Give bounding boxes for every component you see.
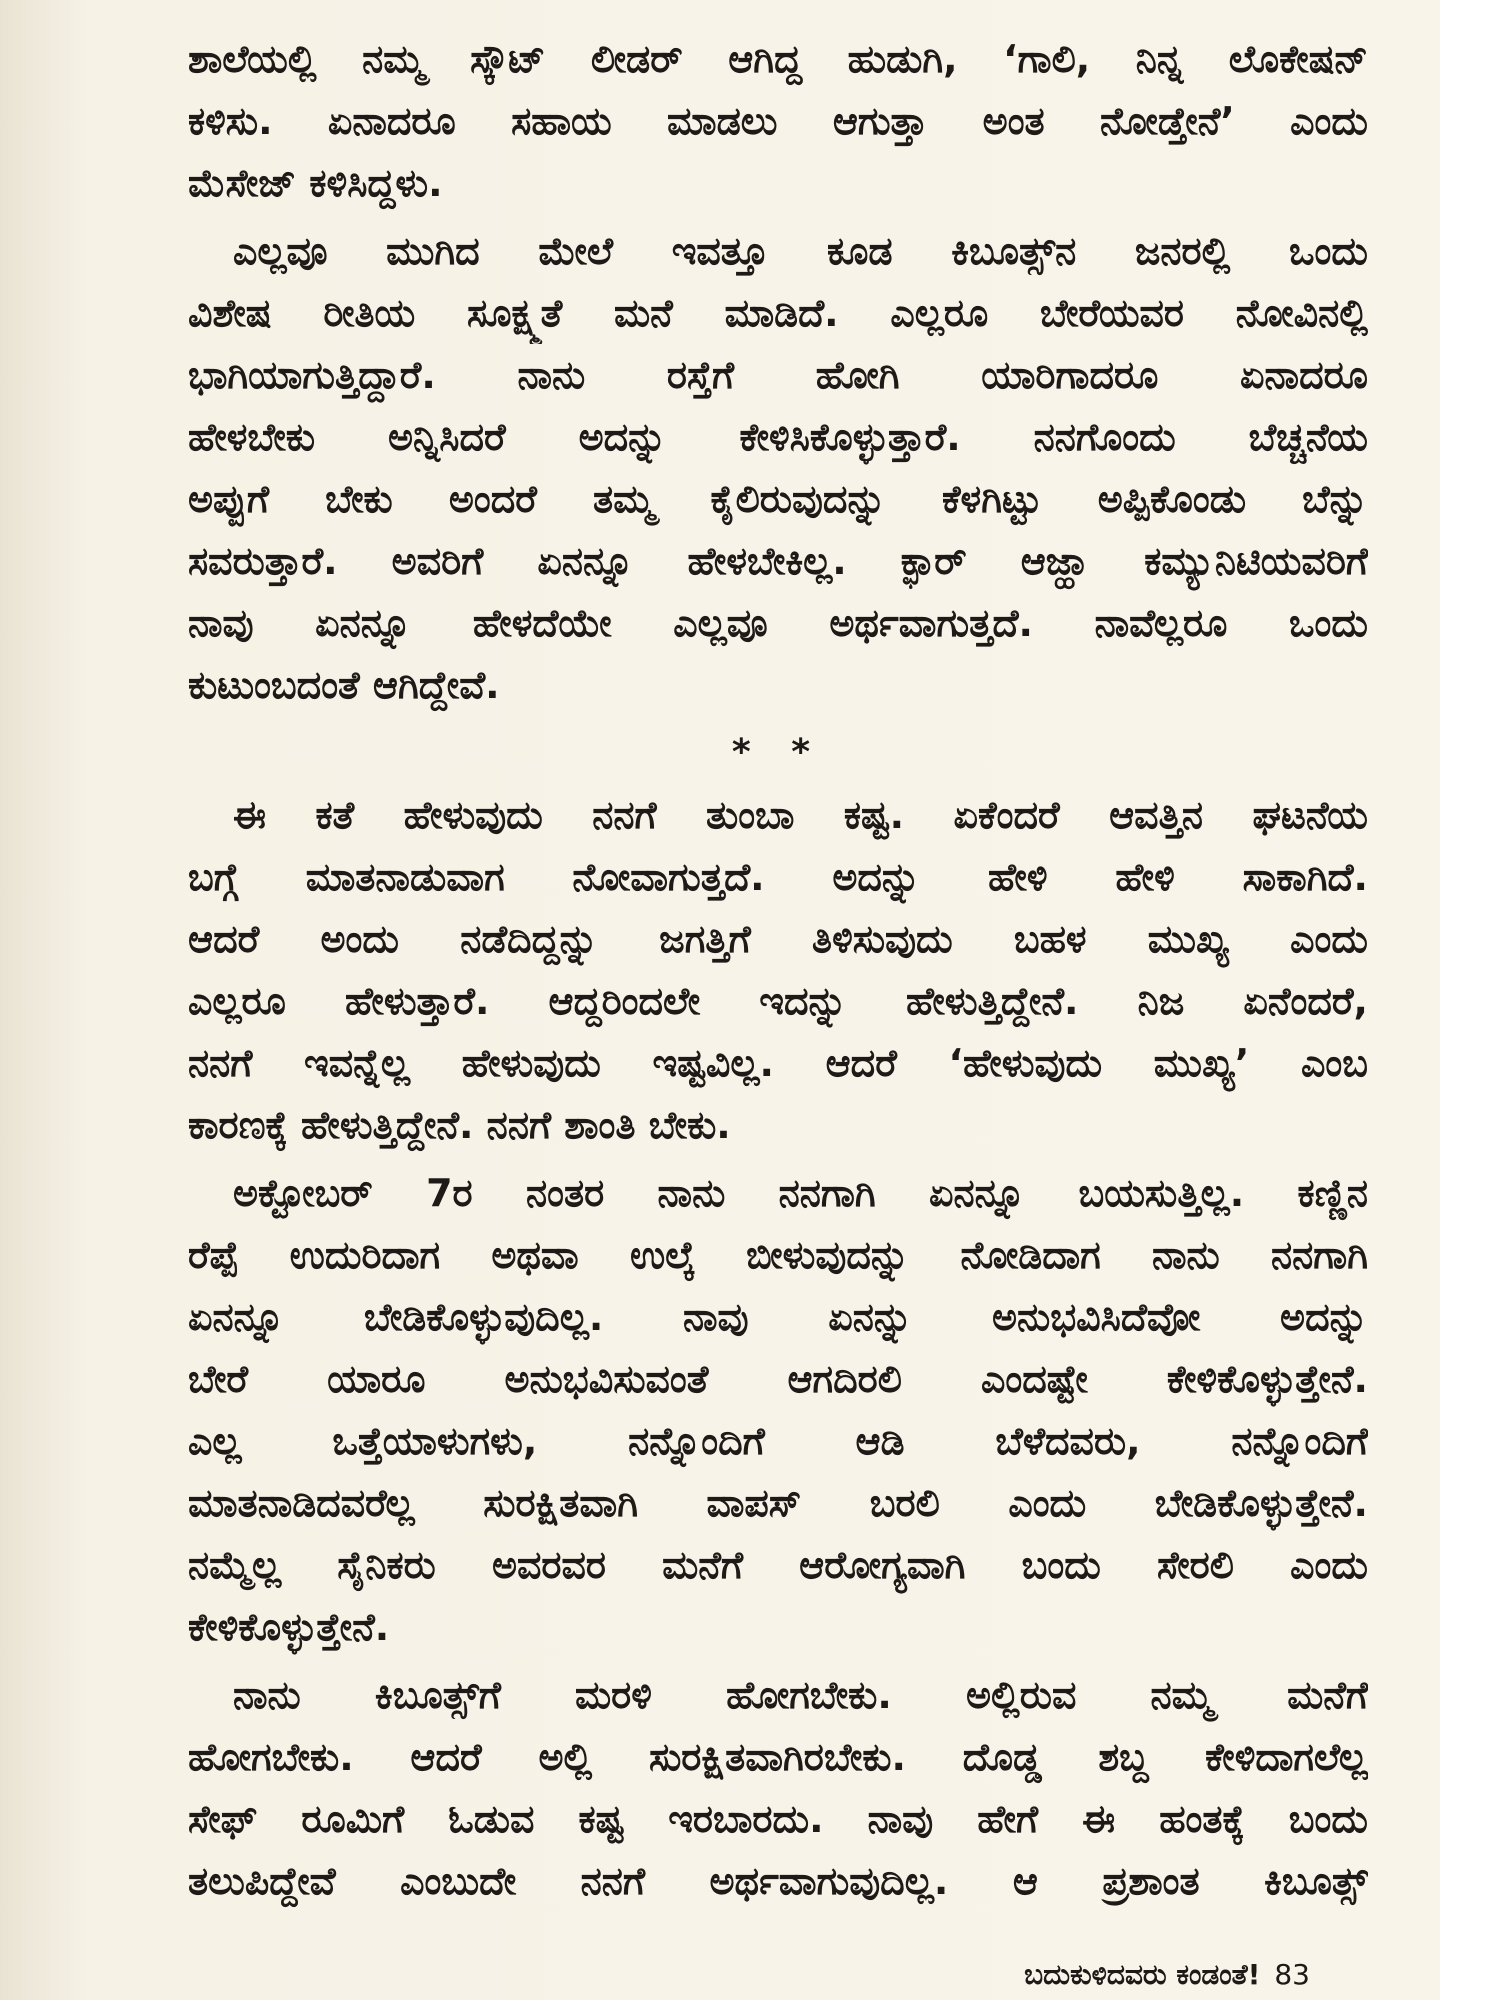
paragraph	[188, 28, 1368, 214]
text-line: ನನಗೆ ಇವನ್ನೆಲ್ಲ ಹೇಳುವುದು ಇಷ್ಟವಿಲ್ಲ. ಆದರೆ ‘ಹೇಳುವುದು ಮುಖ್ಯ’ ಎಂಬ	[188, 1041, 1368, 1085]
page-number: 83	[1274, 1958, 1310, 1991]
text-line: ಕೇಳಿಕೊಳ್ಳುತ್ತೇನೆ.	[188, 1605, 390, 1649]
text-line: ನಾನು ಕಿಬೂತ್ಸ್‌ಗೆ ಮರಳಿ ಹೋಗಬೇಕು. ಅಲ್ಲಿರುವ ನಮ್ಮ ಮನೆಗೆ	[233, 1673, 1368, 1717]
page-footer	[1024, 1958, 1310, 1992]
paragraph	[188, 220, 1368, 716]
text-line: ಸವರುತ್ತಾರೆ. ಅವರಿಗೆ ಏನನ್ನೂ ಹೇಳಬೇಕಿಲ್ಲ. ಕ್ಫಾರ್ ಆಜ್ಹಾ ಕಮ್ಯುನಿಟಿಯವರಿಗೆ	[188, 539, 1368, 583]
text-line: ಕಾರಣಕ್ಕೆ ಹೇಳುತ್ತಿದ್ದೇನೆ. ನನಗೆ ಶಾಂತಿ ಬೇಕು.	[188, 1103, 731, 1147]
text-line: ಎಲ್ಲವೂ ಮುಗಿದ ಮೇಲೆ ಇವತ್ತೂ ಕೂಡ ಕಿಬೂತ್ಸ್‌ನ ಜನರಲ್ಲಿ ಒಂದು	[233, 229, 1368, 273]
text-line: ಭಾಗಿಯಾಗುತ್ತಿದ್ದಾರೆ. ನಾನು ರಸ್ತೆಗೆ ಹೋಗಿ ಯಾರಿಗಾದರೂ ಏನಾದರೂ	[188, 353, 1368, 397]
text-line: ಈ ಕತೆ ಹೇಳುವುದು ನನಗೆ ತುಂಬಾ ಕಷ್ಟ. ಏಕೆಂದರೆ ಆವತ್ತಿನ ಘಟನೆಯ	[233, 793, 1368, 837]
text-line: ನಮ್ಮೆಲ್ಲ ಸೈನಿಕರು ಅವರವರ ಮನೆಗೆ ಆರೋಗ್ಯವಾಗಿ ಬಂದು ಸೇರಲಿ ಎಂದು	[188, 1543, 1368, 1587]
paragraph	[188, 784, 1368, 1156]
text-line: ಮೆಸೇಜ್ ಕಳಿಸಿದ್ದಳು.	[188, 161, 443, 205]
text-line: ಸೇಫ್ ರೂಮಿಗೆ ಓಡುವ ಕಷ್ಟ ಇರಬಾರದು. ನಾವು ಹೇಗೆ ಈ ಹಂತಕ್ಕೆ ಬಂದು	[188, 1797, 1368, 1841]
text-line: ಬೇರೆ ಯಾರೂ ಅನುಭವಿಸುವಂತೆ ಆಗದಿರಲಿ ಎಂದಷ್ಟೇ ಕೇಳಿಕೊಳ್ಳುತ್ತೇನೆ.	[188, 1357, 1368, 1401]
text-line: ಎಲ್ಲರೂ ಹೇಳುತ್ತಾರೆ. ಆದ್ದರಿಂದಲೇ ಇದನ್ನು ಹೇಳುತ್ತಿದ್ದೇನೆ. ನಿಜ ಏನೆಂದರೆ,	[188, 979, 1368, 1023]
text-line: ನಾವು ಏನನ್ನೂ ಹೇಳದೆಯೇ ಎಲ್ಲವೂ ಅರ್ಥವಾಗುತ್ತದೆ. ನಾವೆಲ್ಲರೂ ಒಂದು	[188, 601, 1368, 645]
running-title: ಬದುಕುಳಿದವರು ಕಂಡಂತೆ!	[1024, 1958, 1261, 1991]
text-line: ಅಪ್ಪುಗೆ ಬೇಕು ಅಂದರೆ ತಮ್ಮ ಕೈಲಿರುವುದನ್ನು ಕೆಳಗಿಟ್ಟು ಅಪ್ಪಿಕೊಂಡು ಬೆನ್ನು	[188, 477, 1368, 521]
paragraph	[188, 1162, 1368, 1658]
text-line: ಏನನ್ನೂ ಬೇಡಿಕೊಳ್ಳುವುದಿಲ್ಲ. ನಾವು ಏನನ್ನು ಅನುಭವಿಸಿದೆವೋ ಅದನ್ನು	[188, 1295, 1368, 1339]
text-line: ಆದರೆ ಅಂದು ನಡೆದಿದ್ದನ್ನು ಜಗತ್ತಿಗೆ ತಿಳಿಸುವುದು ಬಹಳ ಮುಖ್ಯ ಎಂದು	[188, 917, 1368, 961]
text-line: ಅಕ್ಟೋಬರ್ 7ರ ನಂತರ ನಾನು ನನಗಾಗಿ ಏನನ್ನೂ ಬಯಸುತ್ತಿಲ್ಲ. ಕಣ್ಣಿನ	[233, 1171, 1368, 1215]
section-separator: * *	[731, 732, 825, 773]
text-line: ಹೇಳಬೇಕು ಅನ್ನಿಸಿದರೆ ಅದನ್ನು ಕೇಳಿಸಿಕೊಳ್ಳುತ್ತಾರೆ. ನನಗೊಂದು ಬೆಚ್ಚನೆಯ	[188, 415, 1368, 459]
text-line: ರೆಪ್ಪೆ ಉದುರಿದಾಗ ಅಥವಾ ಉಲ್ಕೆ ಬೀಳುವುದನ್ನು ನೋಡಿದಾಗ ನಾನು ನನಗಾಗಿ	[188, 1233, 1368, 1277]
text-line: ಮಾತನಾಡಿದವರೆಲ್ಲ ಸುರಕ್ಷಿತವಾಗಿ ವಾಪಸ್ ಬರಲಿ ಎಂದು ಬೇಡಿಕೊಳ್ಳುತ್ತೇನೆ.	[188, 1481, 1368, 1525]
text-line: ಹೋಗಬೇಕು. ಆದರೆ ಅಲ್ಲಿ ಸುರಕ್ಷಿತವಾಗಿರಬೇಕು. ದೊಡ್ಡ ಶಬ್ದ ಕೇಳಿದಾಗಲೆಲ್ಲ	[188, 1735, 1368, 1779]
text-line: ವಿಶೇಷ ರೀತಿಯ ಸೂಕ್ಷ್ಮತೆ ಮನೆ ಮಾಡಿದೆ. ಎಲ್ಲರೂ ಬೇರೆಯವರ ನೋವಿನಲ್ಲಿ	[188, 291, 1368, 335]
text-line: ಕುಟುಂಬದಂತೆ ಆಗಿದ್ದೇವೆ.	[188, 663, 500, 707]
paragraph	[188, 1664, 1368, 1912]
text-line: ತಲುಪಿದ್ದೇವೆ ಎಂಬುದೇ ನನಗೆ ಅರ್ಥವಾಗುವುದಿಲ್ಲ. ಆ ಪ್ರಶಾಂತ ಕಿಬೂತ್ಸ್	[188, 1859, 1368, 1903]
text-line: ಬಗ್ಗೆ ಮಾತನಾಡುವಾಗ ನೋವಾಗುತ್ತದೆ. ಅದನ್ನು ಹೇಳಿ ಹೇಳಿ ಸಾಕಾಗಿದೆ.	[188, 855, 1368, 899]
body-text	[188, 28, 1368, 1918]
text-line: ಕಳಿಸು. ಏನಾದರೂ ಸಹಾಯ ಮಾಡಲು ಆಗುತ್ತಾ ಅಂತ ನೋಡ್ತೇನೆ’ ಎಂದು	[188, 99, 1368, 143]
text-line: ಶಾಲೆಯಲ್ಲಿ ನಮ್ಮ ಸ್ಕೌಟ್ ಲೀಡರ್ ಆಗಿದ್ದ ಹುಡುಗಿ, ‘ಗಾಲಿ, ನಿನ್ನ ಲೊಕೇಷನ್	[188, 37, 1368, 81]
text-line: ಎಲ್ಲ ಒತ್ತೆಯಾಳುಗಳು, ನನ್ನೊಂದಿಗೆ ಆಡಿ ಬೆಳೆದವರು, ನನ್ನೊಂದಿಗೆ	[188, 1419, 1368, 1463]
